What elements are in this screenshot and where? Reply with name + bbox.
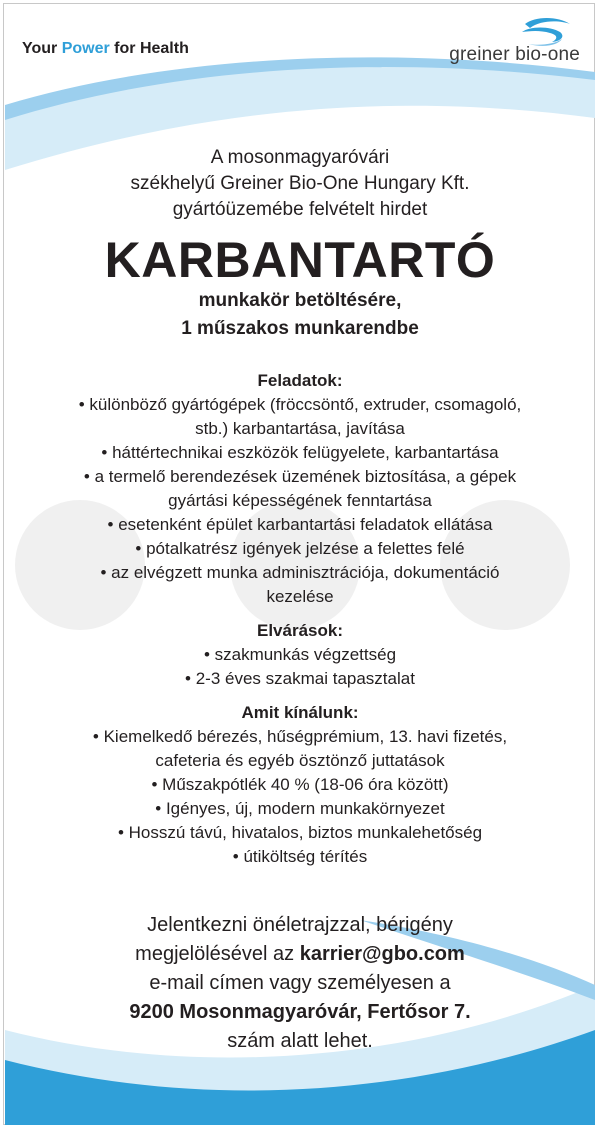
section-tasks	[20, 369, 580, 609]
job-title: KARBANTARTÓ	[104, 232, 496, 288]
outro-line: Jelentkezni önéletrajzzal, bérigény	[147, 914, 453, 936]
section-title: Amit kínálunk:	[241, 703, 359, 722]
logo-text: greiner bio-one	[449, 44, 580, 65]
address: 9200 Mosonmagyaróvár, Fertősor 7.	[129, 1001, 471, 1023]
list-item: • Műszakpótlék 40 % (18-06 óra között)	[151, 775, 449, 794]
intro-text	[20, 145, 580, 223]
subtitle-line: munkakör betöltésére,	[198, 290, 402, 311]
tagline-part2: for Health	[109, 40, 189, 57]
offer-list	[20, 725, 580, 869]
outro-line: szám alatt lehet.	[227, 1030, 373, 1052]
list-item: • a termelő berendezések üzemének biztosítása, a gépek	[83, 467, 517, 486]
list-item: • az elvégzett munka adminisztrációja, dokumentáció	[100, 563, 500, 582]
list-item: cafeteria és egyéb ösztönző juttatások	[155, 751, 445, 770]
list-item: kezelése	[266, 587, 334, 606]
application-info	[20, 911, 580, 1056]
list-item: gyártási képességének fenntartása	[168, 491, 432, 510]
list-item: • szakmunkás végzettség	[203, 645, 397, 664]
tagline-part1: Your	[22, 40, 62, 57]
list-item: • útiköltség térítés	[232, 847, 368, 866]
subtitle-line: 1 műszakos munkarendbe	[181, 318, 419, 339]
section-offers	[20, 701, 580, 869]
outro-line: megjelölésével az	[135, 943, 300, 965]
list-item: • Kiemelkedő bérezés, hűségprémium, 13. havi fizetés,	[92, 727, 508, 746]
section-title: Elvárások:	[257, 621, 343, 640]
list-item: • háttértechnikai eszközök felügyelete, karbantartása	[101, 443, 499, 462]
section-requirements	[20, 619, 580, 691]
tagline	[22, 40, 189, 58]
intro-line: gyártóüzemébe felvételt hirdet	[172, 199, 428, 220]
list-item: • pótalkatrész igények jelzése a felettes felé	[135, 539, 465, 558]
outro-line: e-mail címen vagy személyesen a	[149, 972, 451, 994]
list-item: • 2-3 éves szakmai tapasztalat	[185, 669, 415, 688]
list-item: stb.) karbantartása, javítása	[195, 419, 405, 438]
list-item: • Hosszú távú, hivatalos, biztos munkalehetőség	[117, 823, 483, 842]
subtitle	[20, 287, 580, 343]
intro-line: székhelyű Greiner Bio-One Hungary Kft.	[130, 173, 470, 194]
tagline-accent: Power	[61, 40, 110, 57]
list-item: • különböző gyártógépek (fröccsöntő, extruder, csomagoló,	[78, 395, 522, 414]
ad-content	[20, 145, 580, 1056]
list-item: • esetenként épület karbantartási feladatok ellátása	[107, 515, 493, 534]
list-item: • Igényes, új, modern munkakörnyezet	[155, 799, 445, 818]
email-link[interactable]: karrier@gbo.com	[299, 943, 465, 965]
section-title: Feladatok:	[257, 371, 343, 390]
requirement-list	[20, 643, 580, 691]
intro-line: A mosonmagyaróvári	[210, 147, 390, 168]
task-list	[20, 393, 580, 609]
